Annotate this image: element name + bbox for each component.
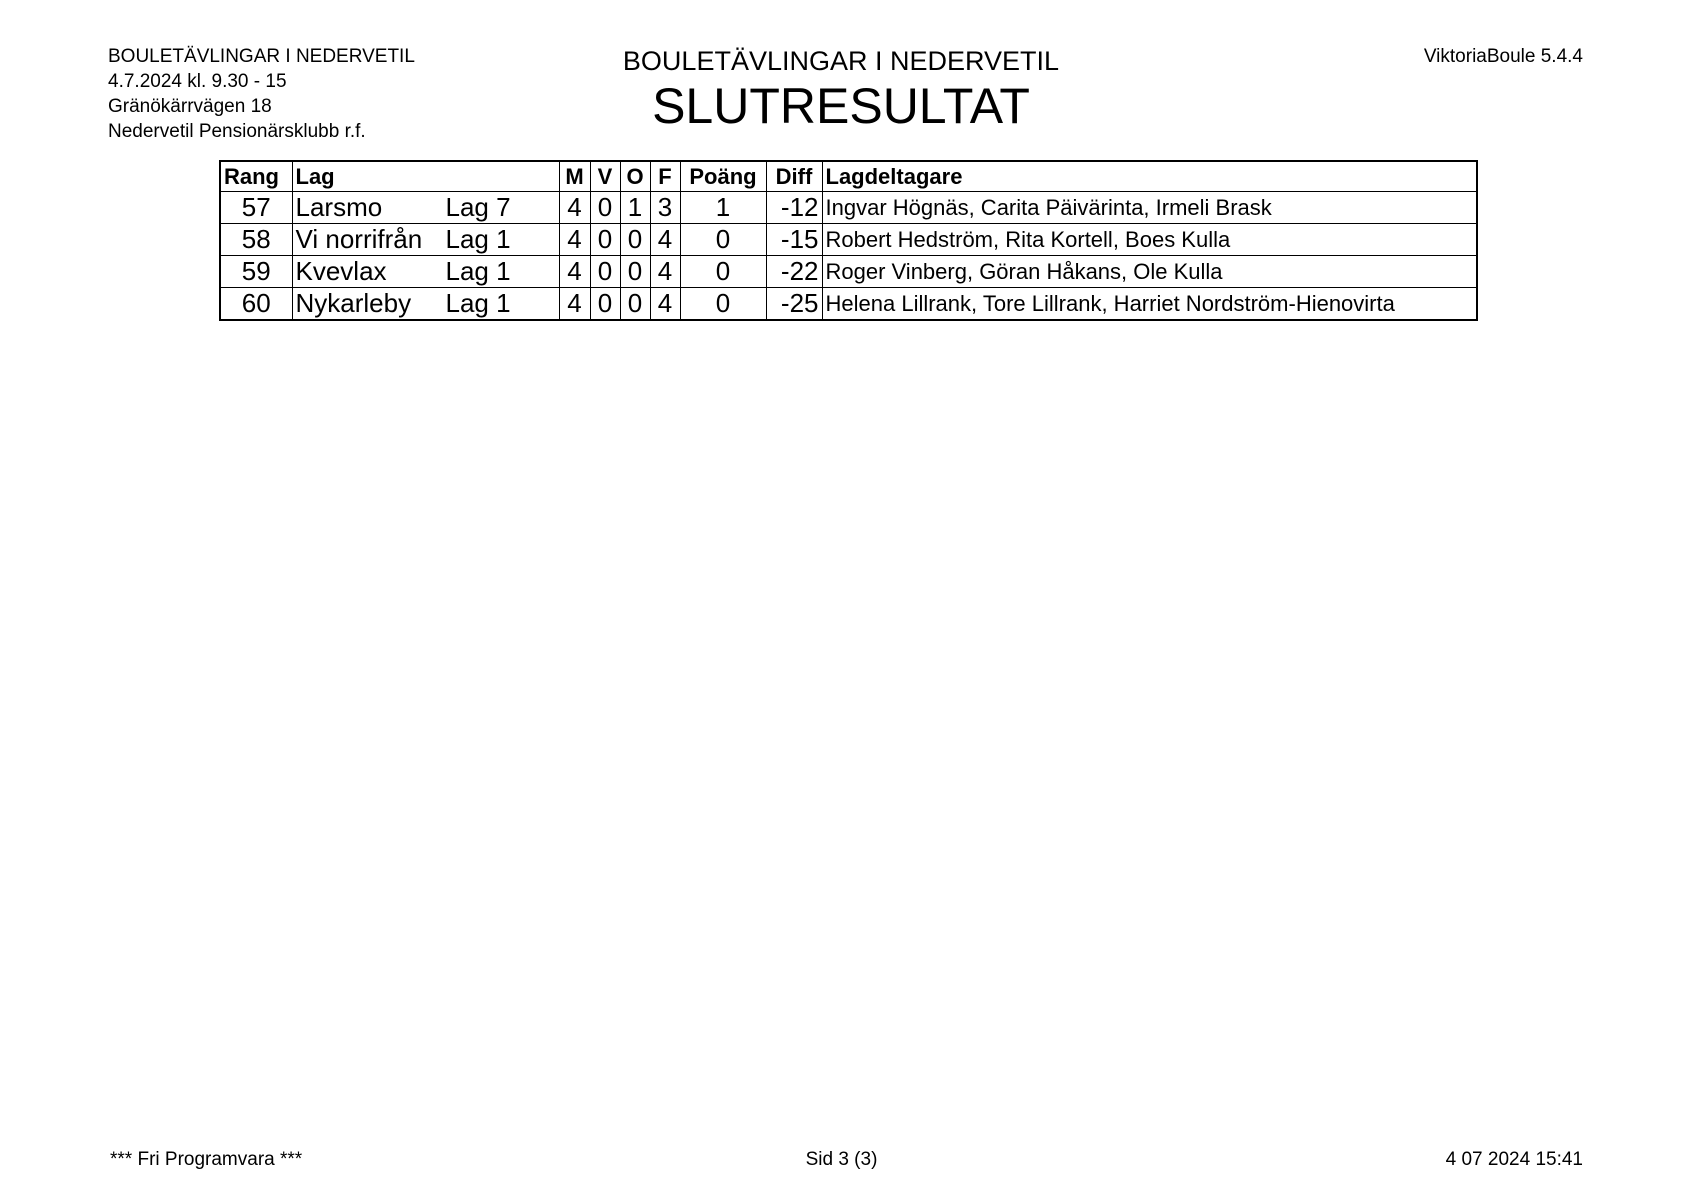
col-header-diff: Diff (766, 161, 822, 192)
header-event-info (108, 44, 415, 144)
cell-rang: 59 (220, 256, 292, 288)
cell-m: 4 (559, 256, 590, 288)
team-lag: Lag 1 (445, 224, 511, 254)
cell-rang: 57 (220, 192, 292, 224)
cell-diff: -25 (766, 288, 822, 321)
table-row (220, 224, 1477, 256)
header-title-block (541, 44, 1141, 134)
cell-rang: 58 (220, 224, 292, 256)
cell-m: 4 (559, 192, 590, 224)
table-row (220, 192, 1477, 224)
cell-v: 0 (590, 256, 620, 288)
page-subtitle: BOULETÄVLINGAR I NEDERVETIL (622, 46, 1060, 76)
col-header-lagdeltagare: Lagdeltagare (822, 161, 1477, 192)
col-header-lag: Lag (292, 161, 559, 192)
event-name: BOULETÄVLINGAR I NEDERVETIL (108, 46, 415, 67)
team-lag: Lag 1 (445, 256, 511, 286)
software-version: ViktoriaBoule 5.4.4 (1423, 46, 1583, 67)
cell-f: 4 (650, 224, 680, 256)
cell-diff: -12 (766, 192, 822, 224)
cell-lag (292, 224, 559, 256)
cell-lag (292, 288, 559, 321)
team-lag: Lag 7 (445, 192, 511, 222)
table-row (220, 256, 1477, 288)
team-name: Kvevlax (295, 256, 387, 286)
cell-lagdeltagare: Helena Lillrank, Tore Lillrank, Harriet Nordström-Hienovirta (822, 288, 1477, 321)
cell-poang: 0 (680, 288, 766, 321)
cell-f: 4 (650, 288, 680, 321)
team-name: Vi norrifrån (295, 224, 423, 254)
team-lag: Lag 1 (445, 288, 511, 318)
event-address: Gränökärrvägen 18 (108, 96, 272, 117)
cell-poang: 1 (680, 192, 766, 224)
team-name: Nykarleby (295, 288, 412, 318)
cell-diff: -22 (766, 256, 822, 288)
cell-lagdeltagare: Robert Hedström, Rita Kortell, Boes Kulla (822, 224, 1477, 256)
table-header-row (220, 161, 1477, 192)
cell-v: 0 (590, 192, 620, 224)
cell-o: 0 (620, 224, 650, 256)
col-header-poang: Poäng (680, 161, 766, 192)
cell-f: 4 (650, 256, 680, 288)
cell-v: 0 (590, 224, 620, 256)
team-name: Larsmo (295, 192, 383, 222)
col-header-m: M (559, 161, 590, 192)
page-title: SLUTRESULTAT (652, 78, 1030, 134)
cell-v: 0 (590, 288, 620, 321)
cell-lag (292, 192, 559, 224)
cell-poang: 0 (680, 224, 766, 256)
cell-rang: 60 (220, 288, 292, 321)
cell-m: 4 (559, 224, 590, 256)
footer-software-note: *** Fri Programvara *** (110, 1149, 303, 1170)
cell-o: 0 (620, 288, 650, 321)
footer-page-number: Sid 3 (3) (805, 1149, 878, 1170)
event-organizer: Nedervetil Pensionärsklubb r.f. (108, 121, 366, 142)
col-header-f: F (650, 161, 680, 192)
cell-o: 0 (620, 256, 650, 288)
cell-diff: -15 (766, 224, 822, 256)
table-row (220, 288, 1477, 321)
cell-m: 4 (559, 288, 590, 321)
cell-f: 3 (650, 192, 680, 224)
results-table (219, 160, 1478, 321)
col-header-rang: Rang (220, 161, 292, 192)
cell-lag (292, 256, 559, 288)
col-header-o: O (620, 161, 650, 192)
col-header-v: V (590, 161, 620, 192)
cell-lagdeltagare: Roger Vinberg, Göran Håkans, Ole Kulla (822, 256, 1477, 288)
cell-lagdeltagare: Ingvar Högnäs, Carita Päivärinta, Irmeli Brask (822, 192, 1477, 224)
footer-timestamp: 4 07 2024 15:41 (1445, 1149, 1583, 1170)
cell-poang: 0 (680, 256, 766, 288)
cell-o: 1 (620, 192, 650, 224)
event-date: 4.7.2024 kl. 9.30 - 15 (108, 71, 287, 92)
